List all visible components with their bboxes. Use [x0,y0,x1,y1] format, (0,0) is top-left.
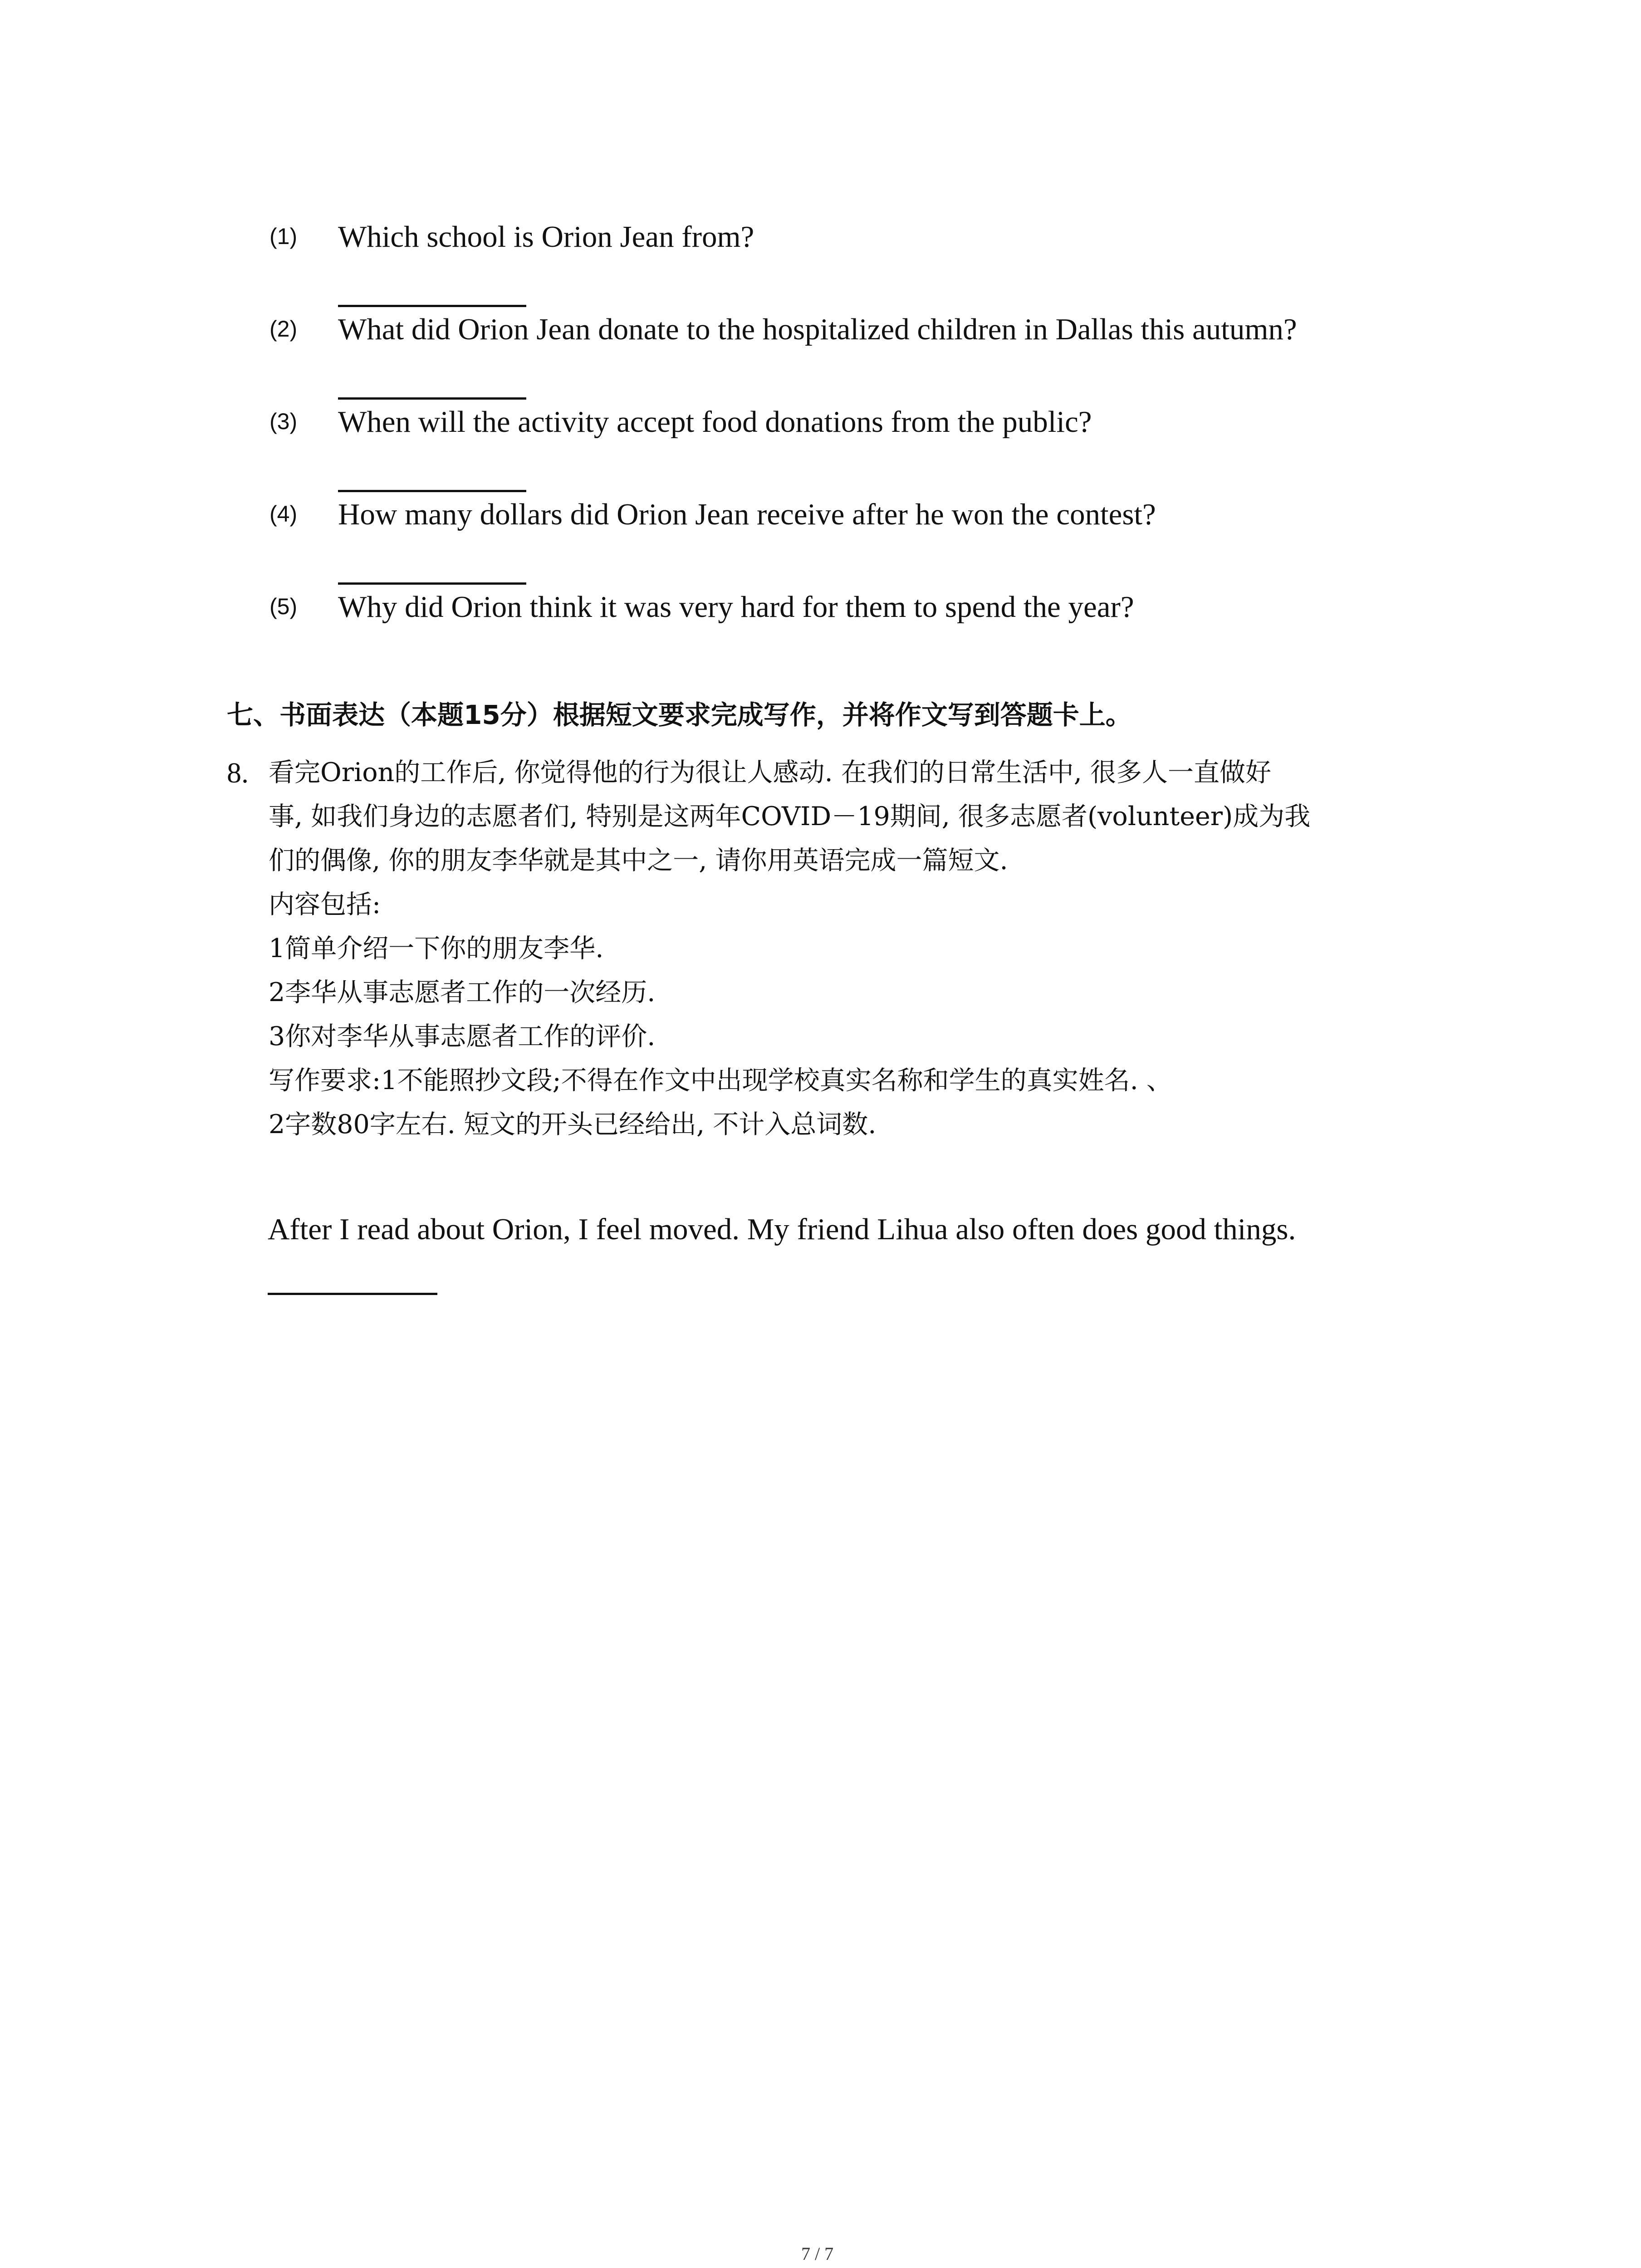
answer-blank-1 [338,305,526,307]
question-3-text: When will the activity accept food donations from the public? [338,405,1092,439]
question-5-text: Why did Orion think it was very hard for them to spend the year? [338,590,1134,624]
writing-prompt-line: 看完Orion的工作后, 你觉得他的行为很让人感动. 在我们的日常生活中, 很多人一直做好 [269,758,1271,787]
answer-blank-3 [338,490,526,492]
writing-requirement-1: 写作要求:1不能照抄文段;不得在作文中出现学校真实名称和学生的真实姓名. 、 [269,1066,1172,1095]
question-4-text: How many dollars did Orion Jean receive after he won the contest? [338,498,1156,531]
writing-content-point-1: 1简单介绍一下你的朋友李华. [269,934,604,963]
question-1-number: (1) [269,224,298,249]
question-3-number: (3) [269,409,298,434]
writing-requirement-2: 2字数80字左右. 短文的开头已经给出, 不计入总词数. [269,1110,877,1139]
writing-content-point-3: 3你对李华从事志愿者工作的评价. [269,1022,656,1051]
writing-prompt-line: 们的偶像, 你的朋友李华就是其中之一, 请你用英语完成一篇短文. [269,846,1008,875]
writing-section-title: 七、书面表达（本题15分）根据短文要求完成写作，并将作文写到答题卡上。 [227,699,1132,730]
answer-blank-4 [338,582,526,585]
writing-content-point-2: 2李华从事志愿者工作的一次经历. [269,978,656,1007]
question-2-text: What did Orion Jean donate to the hospitalized children in Dallas this autumn? [338,313,1297,346]
question-2-number: (2) [269,316,298,342]
writing-content-heading: 内容包括: [269,890,381,919]
writing-question-number: 8. [227,757,249,789]
essay-answer-blank [268,1293,437,1295]
essay-opening-sentence: After I read about Orion, I feel moved. My friend Lihua also often does good things. [268,1212,1296,1246]
question-5-number: (5) [269,594,298,619]
question-1-text: Which school is Orion Jean from? [338,220,754,254]
page-number: 7 / 7 [801,2244,834,2264]
question-4-number: (4) [269,501,298,527]
answer-blank-2 [338,397,526,400]
writing-prompt-line: 事, 如我们身边的志愿者们, 特别是这两年COVID－19期间, 很多志愿者(volunteer)成为我 [269,802,1311,831]
